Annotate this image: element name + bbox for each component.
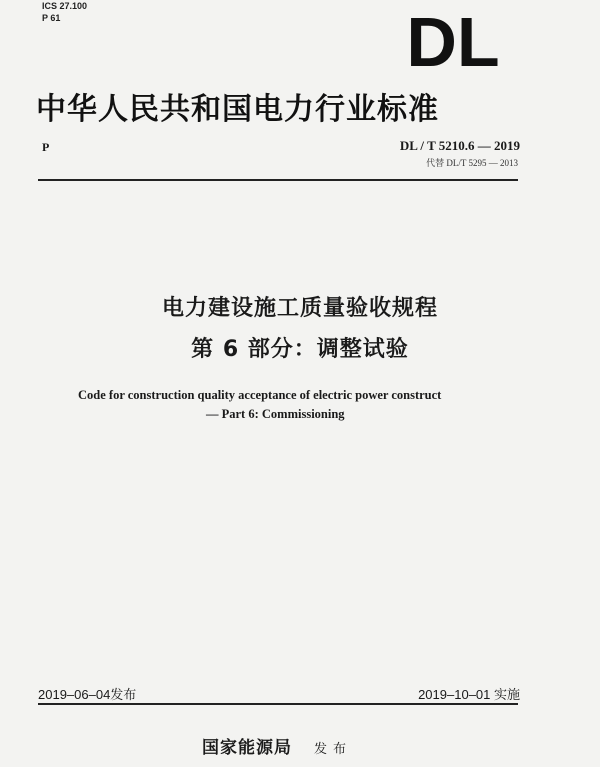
issuer xyxy=(202,733,352,758)
top-divider xyxy=(38,179,518,181)
classification-codes xyxy=(42,0,87,24)
implementation-date: 2019–10–01 实施 xyxy=(418,687,520,702)
bottom-divider xyxy=(38,703,518,705)
chinese-title-line2: 第 6 部分：调整试验 xyxy=(191,337,409,362)
issue-date: 2019–06–04发布 xyxy=(38,687,137,702)
english-title-line2: — Part 6: Commissioning xyxy=(206,407,345,421)
english-title-line1: Code for construction quality acceptance of electric power construct xyxy=(78,388,442,402)
replaces-standard: 代替 DL/T 5295 — 2013 xyxy=(426,158,518,168)
standard-number: DL / T 5210.6 — 2019 xyxy=(399,138,520,153)
ics-code: ICS 27.100 xyxy=(42,1,88,11)
standard-series-title: 中华人民共和国电力行业标准 xyxy=(36,92,439,127)
class-code: P 61 xyxy=(42,13,61,23)
issuer-name: 国家能源局 xyxy=(202,738,292,758)
left-code: P xyxy=(42,140,50,154)
dl-logo xyxy=(383,12,523,70)
chinese-title-line1: 电力建设施工质量验收规程 xyxy=(161,296,438,321)
issued-label: 发布 xyxy=(314,742,353,757)
dl-logo-text: DL xyxy=(406,12,500,70)
